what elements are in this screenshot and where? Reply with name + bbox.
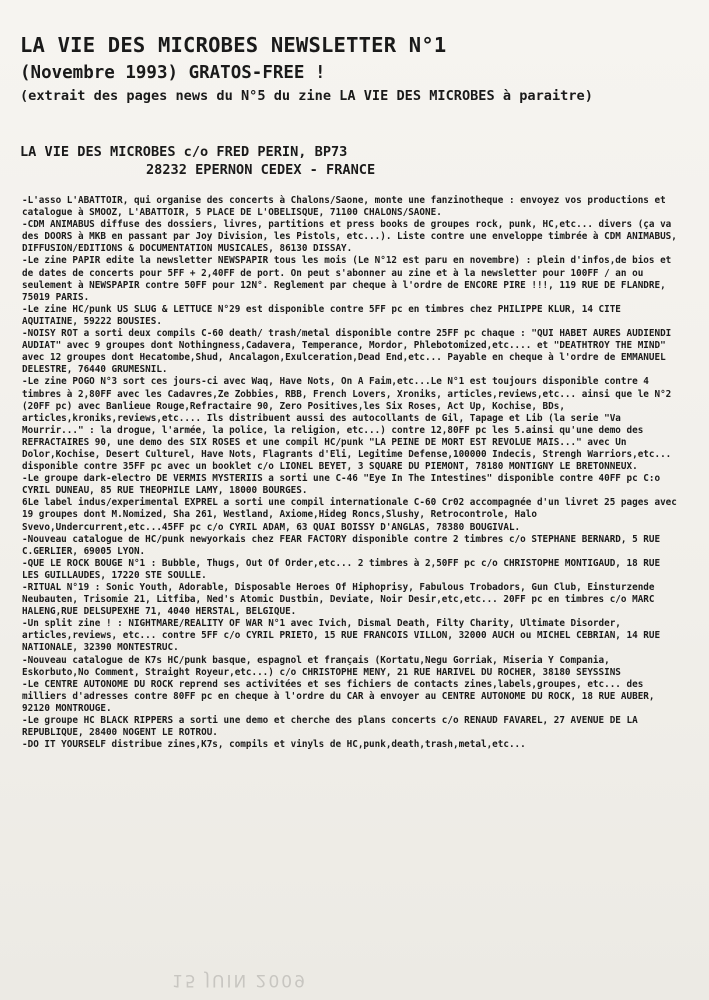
news-item: -Le groupe dark-electro DE VERMIS MYSTERIIS a sorti une C-46 "Eye In The Intestines" disponible contre 40FF pc C:o CYRIL DUNEAU, 85 RUE THEOPHILE LAMY, 18000 BOURGES. <box>22 473 661 497</box>
page-title: LA VIE DES MICROBES NEWSLETTER N°1 <box>20 33 447 57</box>
news-item: -CDM ANIMABUS diffuse des dossiers, livres, partitions et press books de groupes rock, punk, HC,etc... divers (ça va des DOORS à MKB en passant par Joy Division, les Pistols, etc...). Liste contre une enveloppe timbrée à CDM ANIMABUS, DIFFUSION/EDITIONS & DOCUMENTATION MUSICALES, 86130 DISSAY. <box>22 219 677 255</box>
news-item: -Un split zine ! : NIGHTMARE/REALITY OF WAR N°1 avec Ivich, Dismal Death, Filty Charity, Ultimate Disorder, articles,reviews, etc... contre 5FF c/o CYRIL PRIETO, 15 RUE FRANCOIS VILLON, 32000 AUCH ou MICHEL CEBRIAN, 14 RUE NATIONALE, 32390 MONTESTRUC. <box>22 618 661 654</box>
news-item: -RITUAL N°19 : Sonic Youth, Adorable, Disposable Heroes Of Hiphoprisy, Fabulous Trobadors, Gun Club, Einsturzende Neubauten, Trisomie 21, Litfiba, Ned's Atomic Dustbin, Deviate, Noir Desir,etc,etc... 20FF pc en timbres c/o MARC HALENG,RUE DELSUPEXHE 71, 4040 HERSTAL, BELGIQUE. <box>22 582 655 618</box>
news-item: -Le zine HC/punk US SLUG & LETTUCE N°29 est disponible contre 5FF pc en timbres chez PHILIPPE KLUR, 14 CITE AQUITAINE, 59222 BOUSIES. <box>22 303 621 327</box>
news-item: -Nouveau catalogue de HC/punk newyorkais chez FEAR FACTORY disponible contre 2 timbres c/o STEPHANE BERNARD, 5 RUE C.GERLIER, 69005 LYON. <box>22 533 661 557</box>
page-subtitle: (Novembre 1993) GRATOS-FREE ! <box>20 63 326 83</box>
news-item: -QUE LE ROCK BOUGE N°1 : Bubble, Thugs, Out Of Order,etc... 2 timbres à 2,50FF pc c/o CHRISTOPHE MONTIGAUD, 18 RUE LES GUILLAUDES, 17220 STE SOULLE. <box>22 557 661 581</box>
address-line-2: 28232 EPERNON CEDEX - FRANCE <box>146 162 376 178</box>
news-item: -Le zine PAPIR edite la newsletter NEWSPAPIR tous les mois (Le N°12 est paru en novembre) : plein d'infos,de bios et de dates de concerts pour 5FF + 2,40FF de port. On peut s'abonner au zine et à la newsletter pour 100FF / an ou seulement à NEWSPAPIR contre 50FF pour 12N°. Reglement par cheque à l'ordre de ENCORE PIRE !!!, 119 RUE DE FLANDRE, 75019 PARIS. <box>22 255 672 303</box>
news-item: -Nouveau catalogue de K7s HC/punk basque, espagnol et français (Kortatu,Negu Gorriak, Miseria Y Compania, Eskorbuto,No Comment, Straight Royeur,etc...) c/o CHRISTOPHE MENY, 21 RUE HARIVEL DU ROCHER, 38180 SEYSSINS <box>22 654 621 678</box>
news-item: 6Le label indus/experimental EXPREL a sorti une compil internationale C-60 Cr02 accompagnée d'un livret 25 pages avec 19 groupes dont M.Nomized, Sha 261, Westland, Axiome,Hideg Roncs,Slushy, Retrocontrole, Halo Svevo,Undercurrent,etc...45FF pc c/o CYRIL ADAM, 63 QUAI BOISSY D'ANGLAS, 78380 BOUGIVAL. <box>22 497 677 533</box>
news-item: -Le groupe HC BLACK RIPPERS a sorti une demo et cherche des plans concerts c/o RENAUD FAVAREL, 27 AVENUE DE LA REPUBLIQUE, 28400 NOGENT LE ROTROU. <box>22 715 638 739</box>
news-item: -L'asso L'ABATTOIR, qui organise des concerts à Chalons/Saone, monte une fanzinotheque : envoyez vos productions et catalogue à SMOOZ, L'ABATTOIR, 5 PLACE DE L'OBELISQUE, 71100 CHALONS/SAONE. <box>22 195 666 219</box>
date-stamp: 15 JUIN 2009 <box>172 970 307 990</box>
news-item: -DO IT YOURSELF distribue zines,K7s, compils et vinyls de HC,punk,death,trash,metal,etc... <box>22 739 526 751</box>
header-note: (extrait des pages news du N°5 du zine LA VIE DES MICROBES à paraitre) <box>20 88 593 104</box>
news-list <box>22 195 680 751</box>
address-line-1: LA VIE DES MICROBES c/o FRED PERIN, BP73 <box>20 144 348 160</box>
news-item: -Le zine POGO N°3 sort ces jours-ci avec Waq, Have Nots, On A Faim,etc...Le N°1 est toujours disponible contre 4 timbres à 2,80FF avec les Cadavres,Ze Zobbies, RBB, French Lovers, Xroniks, articles,reviews,etc... ainsi que le N°2 (20FF pc) avec Banlieue Rouge,Refractaire 90, Zero Positives,les Six Roses, Act Up, Kochise, BDs, articles,kroniks,reviews,etc.... Ils distribuent aussi des autocollants de Gil, Tapage et Lib (la serie "Va Mourrir..." : la drogue, l'armée, la police, la religion, etc...) contre 12,80FF pc les 5.ainsi qu'une demo des REFRACTAIRES 90, une demo des SIX ROSES et une compil HC/punk "LA PEINE DE MORT EST REVOLUE MAIS..." avec Un Dolor,Kochise, Desert Culturel, Have Nots, Flagrants d'Eli, Legitime Defense,100000 Indecis, Strengh Warriors,etc... disponible contre 35FF pc avec un booklet c/o LIONEL BEYET, 3 SQUARE DU PIEMONT, 78180 MONTIGNY LE BRETONNEUX. <box>22 376 672 473</box>
news-item: -Le CENTRE AUTONOME DU ROCK reprend ses activitées et ses fichiers de contacts zines,labels,groupes, etc... des milliers d'adresses contre 80FF pc en cheque à l'ordre du CAR à envoyer au CENTRE AUTONOME DU ROCK, 18 RUE AUBER, 92120 MONTROUGE. <box>22 678 655 714</box>
news-item: -NOISY ROT a sorti deux compils C-60 death/ trash/metal disponible contre 25FF pc chaque : "QUI HABET AURES AUDIENDI AUDIAT" avec 9 groupes dont Nothingness,Cadavera, Temperance, Mordor, Phlebotomized,etc.... et "DEATHTROY THE MIND" avec 12 groupes dont Hecatombe,Shud, Ancalagon,Exulceration,Dead End,etc... Payable en cheque à l'ordre de EMMANUEL DELESTRE, 76440 GRUMESNIL. <box>22 328 672 376</box>
